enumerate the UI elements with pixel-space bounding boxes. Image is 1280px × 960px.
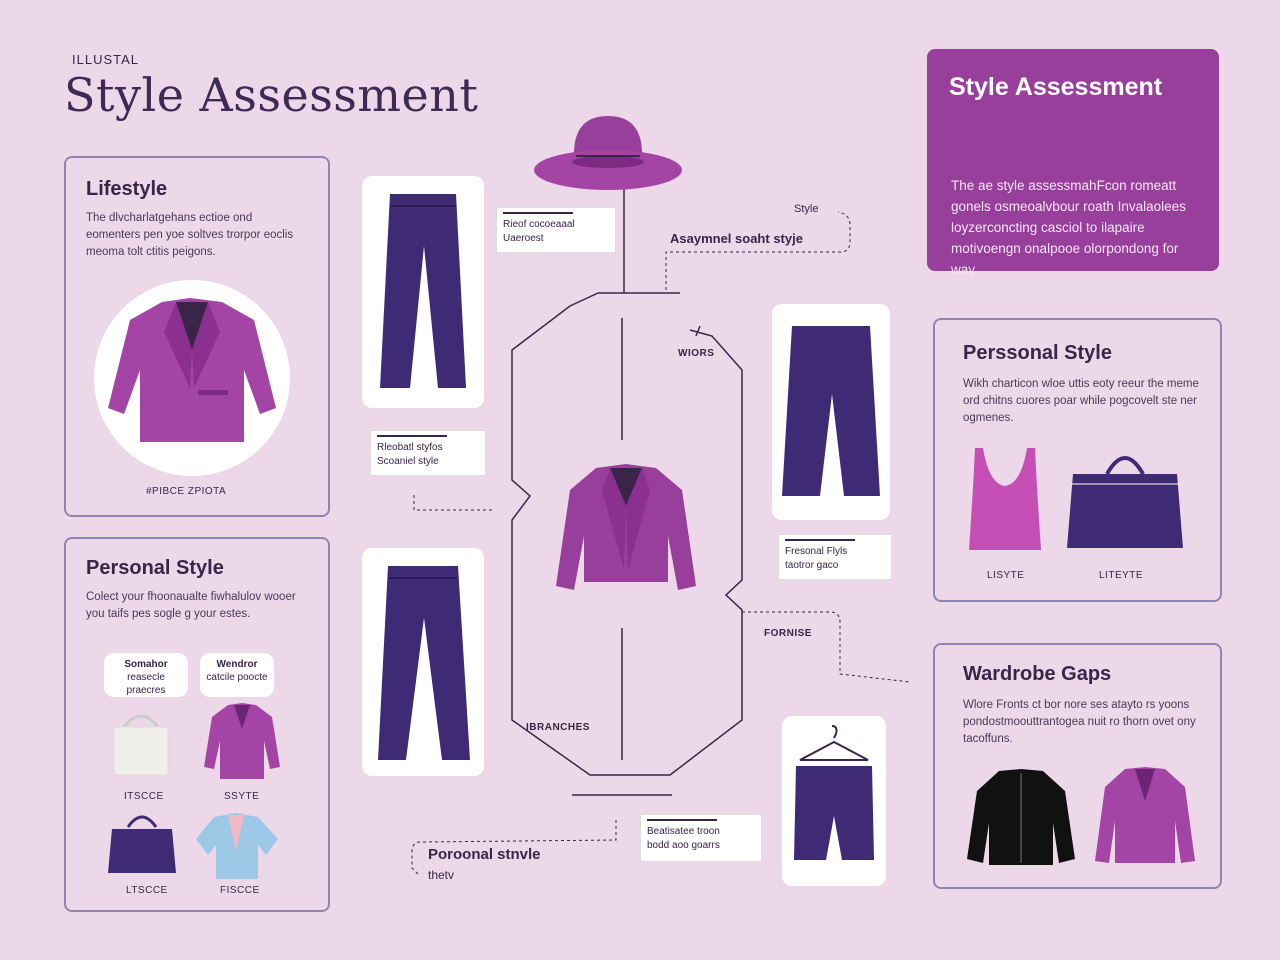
- branches-label: IBRANCHES: [526, 722, 590, 733]
- trousers-icon-2: [362, 548, 484, 776]
- personal-flow-label: Poroonal stnvle: [428, 846, 541, 863]
- asym-flow-label: Asaymnel soaht styje: [670, 231, 803, 246]
- caption-right-2: LITEYTE: [1099, 570, 1144, 581]
- pill-2-sub: catcile poocte: [206, 672, 268, 683]
- personal-style-left-card: [64, 537, 330, 912]
- summary-card-body: The ae style assessmahFcon romeatt gonels osmeoalvbour roath Invalaolees loyzerconcting casciol to ilapaire motivoengn onalpooe olorpondong for way.: [951, 178, 1186, 277]
- caption-left-3: LTSCCE: [126, 885, 168, 896]
- pill-2-title: Wendror: [216, 659, 258, 670]
- caption-left-2: SSYTE: [224, 791, 260, 802]
- hat-label: [496, 207, 616, 253]
- pill-1-sub: reasecle praecres: [126, 672, 166, 696]
- right-label-line-2: taotror gaco: [785, 560, 839, 571]
- wide-brim-hat-icon: [532, 114, 684, 196]
- style-pill-1[interactable]: [104, 653, 188, 697]
- personal-flow-sub: thetv: [428, 868, 455, 882]
- pants-tile-top[interactable]: [362, 176, 484, 408]
- wide-pants-tile[interactable]: [772, 304, 890, 520]
- personal-style-left-title: Personal Style: [86, 557, 224, 579]
- header-kicker: ILLUSTAL: [72, 52, 140, 67]
- left-connector: [414, 495, 494, 510]
- personal-style-right-title: Perssonal Style: [963, 342, 1112, 364]
- magenta-blazer-icon: [1095, 765, 1195, 869]
- personal-style-right-body: Wikh charticon wloe uttis eoty reeur the meme ord chitns cuores poar while pogcovelt ste ner ogmenes.: [963, 378, 1199, 424]
- caption-right-1: LISYTE: [987, 570, 1025, 581]
- handbag-icon: [106, 811, 178, 877]
- lifestyle-caption: #PIBCE ZPIOTA: [146, 486, 227, 497]
- shorts-hanger-icon: [782, 716, 886, 886]
- personal-style-right-card: [933, 318, 1222, 602]
- pill-1-title: Somahor: [124, 659, 168, 670]
- right-connector: [742, 612, 910, 682]
- lifestyle-card: [64, 156, 330, 517]
- right-label-line-1: Fresonal Flyls: [785, 546, 848, 557]
- wardrobe-gaps-card: [933, 643, 1222, 889]
- right-label: [778, 534, 892, 580]
- lifestyle-body: The dlvcharlatgehans ectioe ond eomenters pen yoe soltves trorpor eoclis meoma tolt ctitis peigons.: [86, 212, 294, 258]
- trousers-icon: [362, 176, 484, 408]
- wardrobe-gaps-body: Wlore Fronts ct bor nore ses atayto rs yoons pondostmoouttrantogea nuit ro thorn ovet ony tacoffuns.: [963, 699, 1196, 745]
- caption-left-1: ITSCCE: [124, 791, 164, 802]
- style-flow-label: Style: [794, 203, 819, 215]
- hat-label-line-1: Rieof cocoeaaal: [503, 219, 575, 230]
- tank-top-icon: [965, 444, 1045, 554]
- small-jacket-icon: [204, 701, 280, 785]
- pants-tile-bottom[interactable]: [362, 548, 484, 776]
- lifestyle-title: Lifestyle: [86, 178, 168, 200]
- tote-bag-icon: [106, 707, 176, 781]
- wardrobe-gaps-title: Wardrobe Gaps: [963, 663, 1112, 685]
- blouse-icon: [194, 811, 280, 881]
- summary-card-title: Style Assessment: [949, 73, 1163, 101]
- bottom-label: [640, 814, 762, 862]
- center-blazer-icon: [556, 460, 696, 596]
- caption-left-4: FISCCE: [220, 885, 260, 896]
- bottom-label-line-2: bodd aoo goarrs: [647, 840, 720, 851]
- wide-trousers-icon: [772, 304, 890, 520]
- style-pill-2[interactable]: [200, 653, 274, 697]
- jacket-circle: [94, 280, 290, 476]
- hat-label-line-2: Uaeroest: [503, 233, 544, 244]
- pants-label: [370, 430, 486, 476]
- shorts-tile[interactable]: [782, 716, 886, 886]
- personal-style-left-body: Colect your fhoonaualte fiwhalulov wooer you taifs pes sogle g your estes.: [86, 591, 296, 620]
- style-connector: [666, 212, 850, 290]
- wors-label: WIORS: [678, 348, 715, 359]
- fornise-label: FORNISE: [764, 628, 812, 639]
- black-jacket-icon: [965, 767, 1077, 869]
- blazer-icon: [94, 280, 290, 476]
- duffel-bag-icon: [1063, 444, 1187, 552]
- pants-label-line-1: Rleobatl styfos: [377, 442, 443, 453]
- pants-label-line-2: Scoaniel style: [377, 456, 439, 467]
- style-assessment-summary-card: [927, 49, 1219, 277]
- page-title: Style Assessment: [64, 68, 479, 122]
- bottom-label-line-1: Beatisatee troon: [647, 826, 720, 837]
